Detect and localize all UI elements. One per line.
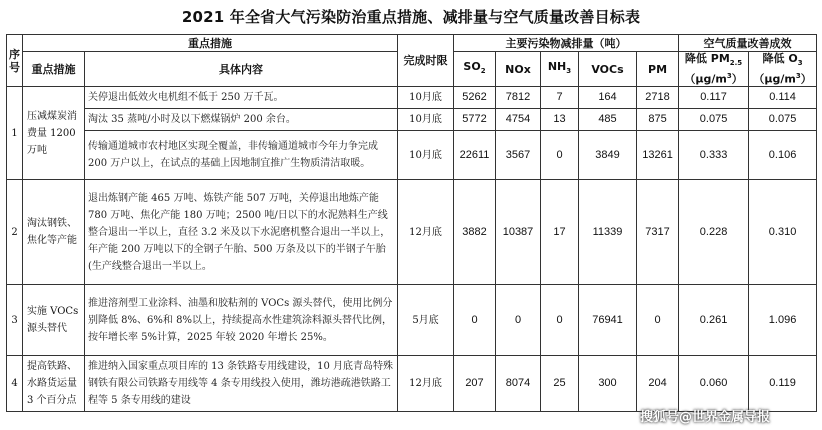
content-cell: 退出炼钢产能 465 万吨、炼铁产能 507 万吨，关停退出地炼产能 780 万吨、焦化产能 180 万吨；2500 吨/日以下的水泥熟料生产线整合退出一半以上，直径 3.2 米及以下水泥磨机整合退出一半以上，年产能 200 万吨以下的全钢子午胎、500 万条及以下的半钢子午胎(生产线整合退出一半以上。 <box>85 180 398 285</box>
seq-cell: 4 <box>7 356 23 412</box>
so2-label: SO <box>463 59 481 73</box>
pm-cell: 0 <box>637 285 679 356</box>
pm-cell: 875 <box>637 109 679 131</box>
targets-table <box>6 34 817 412</box>
pm25-cell: 0.117 <box>679 87 749 109</box>
so2-cell: 5262 <box>454 87 496 109</box>
pm25-unit-sup: 3 <box>726 72 732 81</box>
pm25-cell: 0.333 <box>679 131 749 180</box>
o3-cell: 0.119 <box>749 356 817 412</box>
so2-cell: 5772 <box>454 109 496 131</box>
content-cell: 传输通道城市农村地区实现全覆盖，非传输通道城市今年力争完成 200 万户以上，在试点的基础上因地制宜推广生物质清洁取暖。 <box>85 131 398 180</box>
nh3-label: NH <box>547 59 567 73</box>
o3-unit-sup: 3 <box>795 72 801 81</box>
nh3-cell: 25 <box>541 356 579 412</box>
deadline-cell: 12月底 <box>398 356 454 412</box>
o3-label: 降低 O <box>762 52 798 66</box>
deadline-header: 完成时限 <box>398 35 454 87</box>
nox-header: NOx <box>496 52 541 87</box>
measure-cell: 提高铁路、水路货运量 3 个百分点 <box>23 356 85 412</box>
table-row <box>7 87 817 109</box>
pm-cell: 204 <box>637 356 679 412</box>
vocs-cell: 164 <box>579 87 637 109</box>
pm-header: PM <box>637 52 679 87</box>
deadline-cell: 10月底 <box>398 131 454 180</box>
watermark: 搜狐号@世界金属导报 <box>640 410 771 425</box>
measure-cell: 淘汰钢铁、焦化等产能 <box>23 180 85 285</box>
nh3-cell: 13 <box>541 109 579 131</box>
seq-cell: 2 <box>7 180 23 285</box>
seq-cell: 3 <box>7 285 23 356</box>
o3-cell: 0.114 <box>749 87 817 109</box>
nox-cell: 4754 <box>496 109 541 131</box>
pm25-cell: 0.228 <box>679 180 749 285</box>
pm25-unit-end: ） <box>731 72 743 86</box>
nox-cell: 8074 <box>496 356 541 412</box>
deadline-cell: 10月底 <box>398 109 454 131</box>
seq-header: 序号 <box>7 35 23 87</box>
pm25-sub: 2.5 <box>729 59 743 68</box>
nh3-cell: 0 <box>541 131 579 180</box>
pm25-cell: 0.060 <box>679 356 749 412</box>
nox-cell: 3567 <box>496 131 541 180</box>
content-cell: 推进溶剂型工业涂料、油墨和胶粘剂的 VOCs 源头替代，使用比例分别降低 8%、6%和 8%以上，持续提高水性建筑涂料源头替代比例，按年增长率 5%计算，2025 年较 2020 年增长 25%。 <box>85 285 398 356</box>
table-row <box>7 180 817 285</box>
table-row <box>7 109 817 131</box>
aq-header: 空气质量改善成效 <box>679 35 817 52</box>
deadline-cell: 10月底 <box>398 87 454 109</box>
vocs-cell: 3849 <box>579 131 637 180</box>
table-row <box>7 285 817 356</box>
reduction-header: 主要污染物减排量（吨） <box>454 35 679 52</box>
o3-cell: 0.106 <box>749 131 817 180</box>
pm25-cell: 0.075 <box>679 109 749 131</box>
so2-cell: 207 <box>454 356 496 412</box>
seq-cell: 1 <box>7 87 23 180</box>
pm-cell: 13261 <box>637 131 679 180</box>
o3-header <box>749 52 817 87</box>
o3-cell: 0.075 <box>749 109 817 131</box>
pm-cell: 7317 <box>637 180 679 285</box>
table-row <box>7 131 817 180</box>
vocs-cell: 300 <box>579 356 637 412</box>
deadline-cell: 5月底 <box>398 285 454 356</box>
vocs-cell: 11339 <box>579 180 637 285</box>
measure-subheader: 重点措施 <box>23 52 85 87</box>
key-measures-header: 重点措施 <box>23 35 398 52</box>
measure-cell: 实施 VOCs 源头替代 <box>23 285 85 356</box>
pm25-unit: （μg/m <box>684 72 727 86</box>
o3-cell: 0.310 <box>749 180 817 285</box>
so2-cell: 0 <box>454 285 496 356</box>
vocs-cell: 76941 <box>579 285 637 356</box>
nh3-cell: 17 <box>541 180 579 285</box>
nox-cell: 7812 <box>496 87 541 109</box>
content-cell: 关停退出低效火电机组不低于 250 万千瓦。 <box>85 87 398 109</box>
nox-cell: 10387 <box>496 180 541 285</box>
deadline-cell: 12月底 <box>398 180 454 285</box>
pm25-header <box>679 52 749 87</box>
o3-cell: 1.096 <box>749 285 817 356</box>
so2-cell: 22611 <box>454 131 496 180</box>
so2-cell: 3882 <box>454 180 496 285</box>
table-row <box>7 356 817 412</box>
nh3-header <box>541 52 579 87</box>
vocs-cell: 485 <box>579 109 637 131</box>
o3-sub: 3 <box>797 59 803 68</box>
measure-cell: 压减煤炭消费量 1200 万吨 <box>23 87 85 180</box>
content-cell: 淘汰 35 蒸吨/小时及以下燃煤锅炉 200 余台。 <box>85 109 398 131</box>
nh3-sub: 3 <box>566 67 572 76</box>
vocs-header: VOCs <box>579 52 637 87</box>
nox-cell: 0 <box>496 285 541 356</box>
so2-sub: 2 <box>480 67 486 76</box>
o3-unit: （μg/m <box>753 72 796 86</box>
so2-header <box>454 52 496 87</box>
pm25-cell: 0.261 <box>679 285 749 356</box>
content-cell: 推进纳入国家重点项目库的 13 条铁路专用线建设，10 月底青岛特殊钢铁有限公司铁路专用线等 4 条专用线投入使用，潍坊港疏港铁路工程等 5 条专用线的建设 <box>85 356 398 412</box>
nh3-cell: 0 <box>541 285 579 356</box>
table-title: 2021 年全省大气污染防治重点措施、减排量与空气质量改善目标表 <box>181 8 641 26</box>
nh3-cell: 7 <box>541 87 579 109</box>
content-header: 具体内容 <box>85 52 398 87</box>
pm25-label: 降低 PM <box>684 52 730 66</box>
header-row-1 <box>7 35 817 52</box>
pm-cell: 2718 <box>637 87 679 109</box>
o3-unit-end: ） <box>800 72 812 86</box>
